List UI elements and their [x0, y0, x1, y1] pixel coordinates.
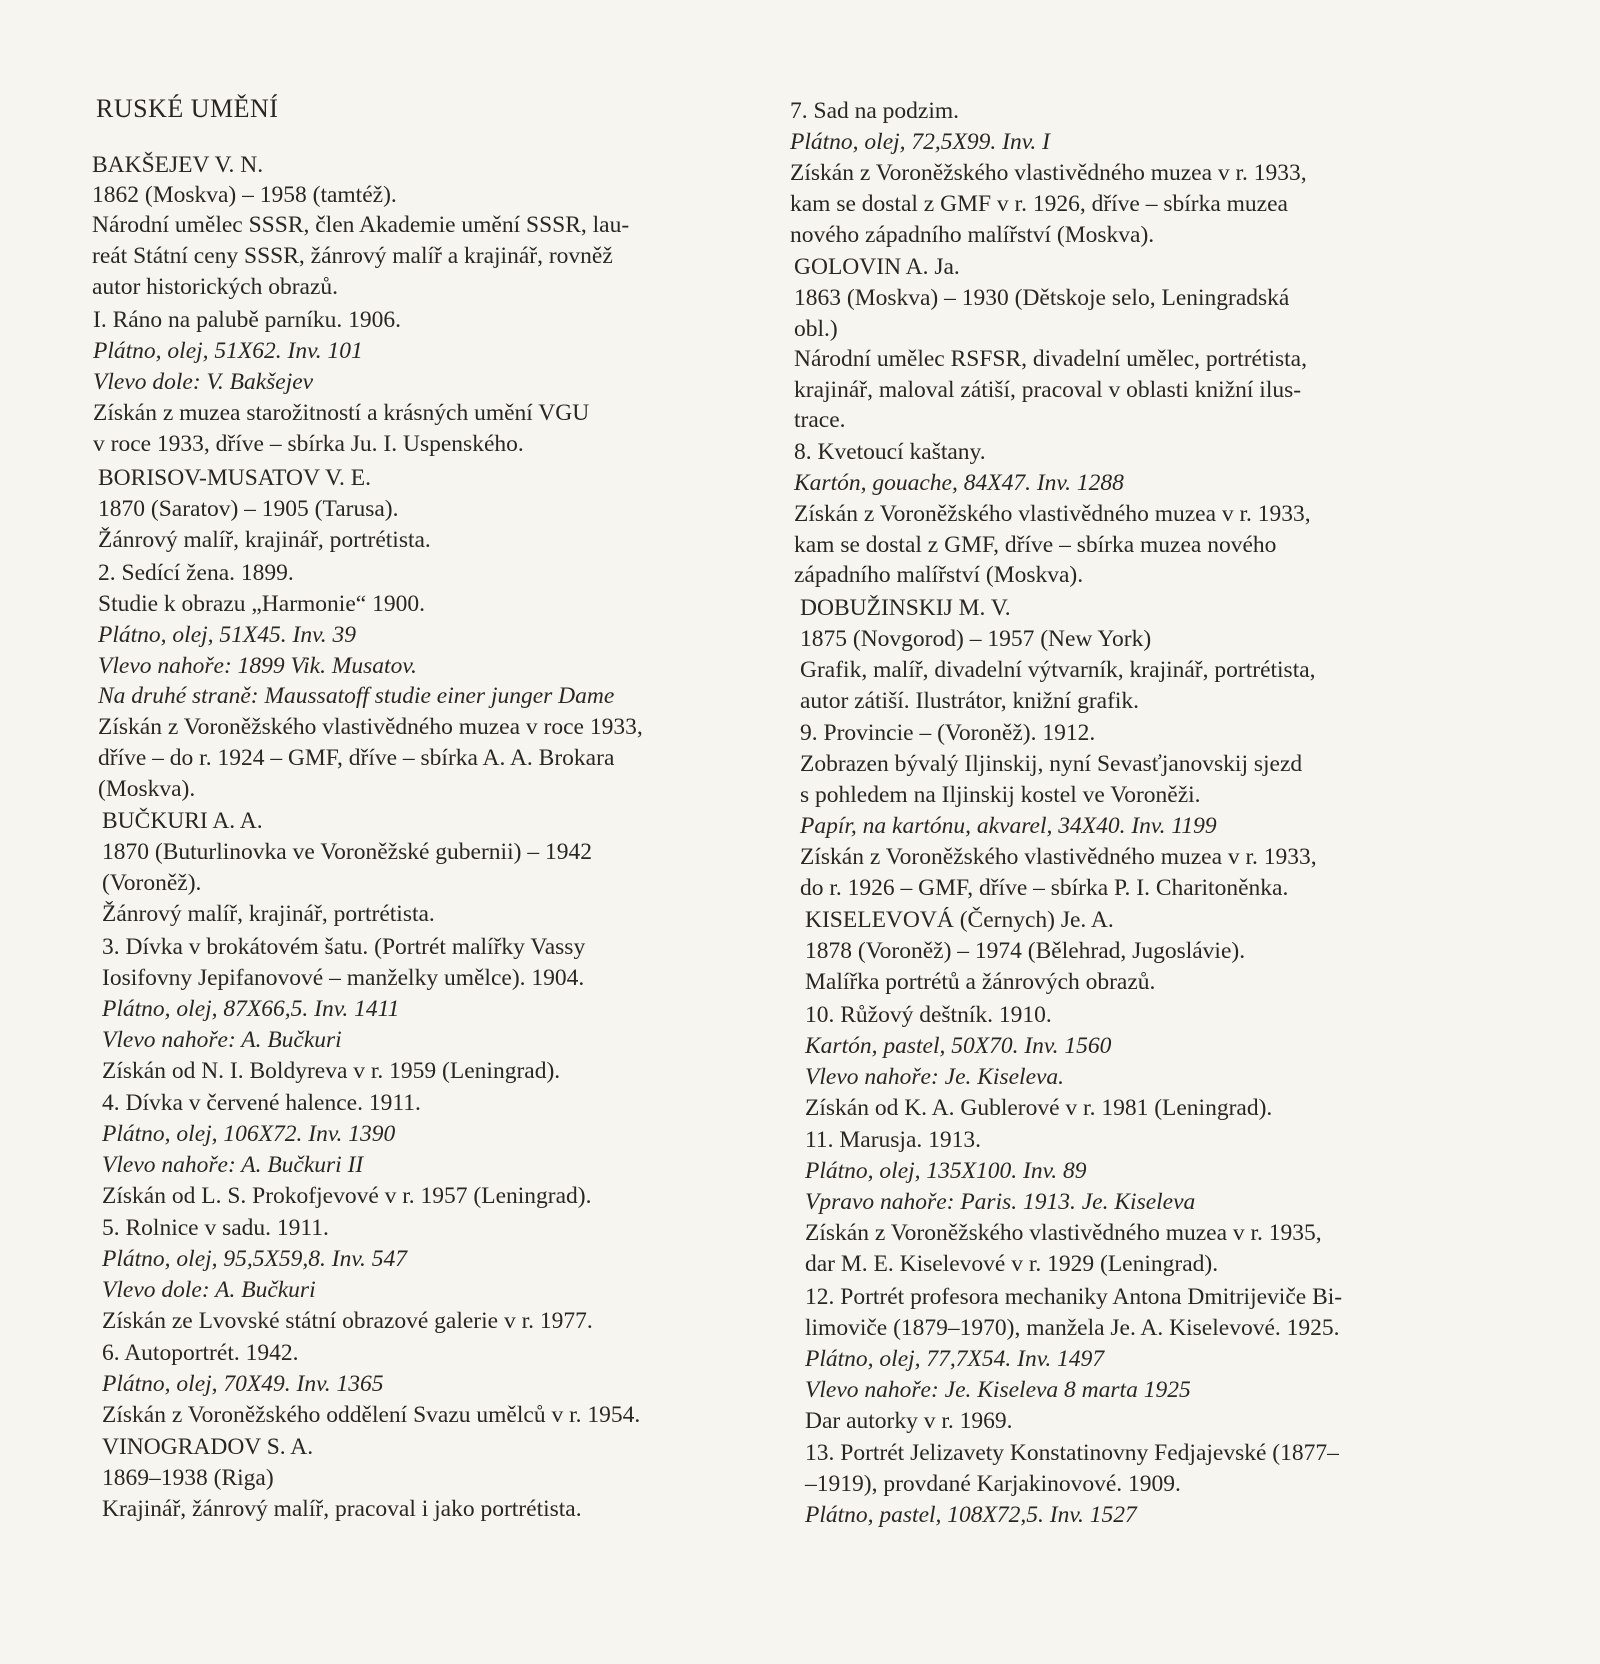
- right-text-line: 11. Marusja. 1913.: [805, 1127, 982, 1153]
- right-text-line: Získán z Voroněžského vlastivědného muzea v r. 1933,: [790, 160, 1307, 186]
- left-text-line: 1870 (Buturlinovka ve Voroněžské gubernii) – 1942: [102, 839, 592, 865]
- left-text-line: Na druhé straně: Maussatoff studie einer junger Dame: [98, 683, 615, 709]
- right-text-line: 8. Kvetoucí kaštany.: [794, 439, 986, 465]
- right-text-line: Malířka portrétů a žánrových obrazů.: [805, 969, 1156, 995]
- left-text-line: (Voroněž).: [102, 870, 202, 896]
- left-text-line: Iosifovny Jepifanovové – manželky umělce). 1904.: [102, 965, 585, 991]
- left-text-line: Vlevo nahoře: A. Bučkuri II: [102, 1152, 364, 1178]
- left-text-line: reát Státní ceny SSSR, žánrový malíř a krajinář, rovněž: [92, 243, 613, 269]
- right-text-line: 1878 (Voroněž) – 1974 (Bělehrad, Jugoslávie).: [805, 938, 1246, 964]
- left-text-line: Vlevo nahoře: A. Bučkuri: [102, 1027, 342, 1053]
- right-text-line: 7. Sad na podzim.: [790, 98, 960, 124]
- right-text-line: Národní umělec RSFSR, divadelní umělec, portrétista,: [794, 346, 1307, 372]
- right-text-line: Získán z Voroněžského vlastivědného muzea v r. 1933,: [800, 844, 1317, 870]
- right-text-line: Vlevo nahoře: Je. Kiseleva 8 marta 1925: [805, 1377, 1191, 1403]
- right-text-line: DOBUŽINSKIJ M. V.: [800, 595, 1011, 621]
- right-text-line: Grafik, malíř, divadelní výtvarník, krajinář, portrétista,: [800, 657, 1316, 683]
- right-text-line: 13. Portrét Jelizavety Konstatinovny Fedjajevské (1877–: [805, 1440, 1339, 1466]
- right-text-line: Získán z Voroněžského vlastivědného muzea v r. 1935,: [805, 1220, 1322, 1246]
- left-text-line: Plátno, olej, 87X66,5. Inv. 1411: [102, 996, 400, 1022]
- right-text-line: Získán z Voroněžského vlastivědného muzea v r. 1933,: [794, 501, 1311, 527]
- left-text-line: Plátno, olej, 70X49. Inv. 1365: [102, 1371, 384, 1397]
- left-text-line: 1870 (Saratov) – 1905 (Tarusa).: [98, 496, 399, 522]
- right-text-line: 9. Provincie – (Voroněž). 1912.: [800, 720, 1096, 746]
- left-text-line: v roce 1933, dříve – sbírka Ju. I. Uspenského.: [93, 431, 524, 457]
- left-text-line: autor historických obrazů.: [92, 274, 339, 300]
- left-text-line: Získán od N. I. Boldyreva v r. 1959 (Leningrad).: [102, 1058, 561, 1084]
- right-text-line: 12. Portrét profesora mechaniky Antona Dmitrijeviče Bi-: [805, 1284, 1343, 1310]
- right-text-line: kam se dostal z GMF, dříve – sbírka muzea nového: [794, 532, 1277, 558]
- right-text-line: Papír, na kartónu, akvarel, 34X40. Inv. 1199: [800, 813, 1217, 839]
- right-text-line: Plátno, olej, 135X100. Inv. 89: [805, 1158, 1087, 1184]
- right-text-line: Získán od K. A. Gublerové v r. 1981 (Leningrad).: [805, 1095, 1273, 1121]
- right-text-line: kam se dostal z GMF v r. 1926, dříve – sbírka muzea: [790, 191, 1288, 217]
- right-text-line: obl.): [794, 316, 838, 342]
- left-text-line: 1862 (Moskva) – 1958 (tamtéž).: [92, 182, 397, 208]
- left-text-line: BORISOV-MUSATOV V. E.: [98, 465, 371, 491]
- left-text-line: Získán z muzea starožitností a krásných umění VGU: [93, 400, 590, 426]
- left-text-line: Plátno, olej, 51X62. Inv. 101: [93, 338, 363, 364]
- right-text-line: Vlevo nahoře: Je. Kiseleva.: [805, 1064, 1065, 1090]
- right-text-line: Vpravo nahoře: Paris. 1913. Je. Kiseleva: [805, 1189, 1196, 1215]
- right-text-line: KISELEVOVÁ (Černych) Je. A.: [805, 907, 1114, 933]
- left-text-line: BUČKURI A. A.: [102, 808, 263, 834]
- right-text-line: 1875 (Novgorod) – 1957 (New York): [800, 626, 1152, 652]
- right-text-line: Zobrazen bývalý Iljinskij, nyní Sevasťjanovskij sjezd: [800, 751, 1303, 777]
- left-text-line: Získán od L. S. Prokofjevové v r. 1957 (Leningrad).: [102, 1183, 592, 1209]
- right-text-line: Dar autorky v r. 1969.: [805, 1408, 1013, 1434]
- left-text-line: Vlevo dole: A. Bučkuri: [102, 1277, 316, 1303]
- right-text-line: nového západního malířství (Moskva).: [790, 222, 1155, 248]
- right-text-line: trace.: [794, 407, 846, 433]
- right-text-line: dar M. E. Kiselevové v r. 1929 (Leningrad).: [805, 1251, 1219, 1277]
- left-text-line: BAKŠEJEV V. N.: [92, 152, 264, 178]
- right-text-line: do r. 1926 – GMF, dříve – sbírka P. I. Charitoněnka.: [800, 875, 1289, 901]
- left-text-line: Plátno, olej, 95,5X59,8. Inv. 547: [102, 1246, 408, 1272]
- left-text-line: Krajinář, žánrový malíř, pracoval i jako portrétista.: [102, 1496, 582, 1522]
- left-text-line: 5. Rolnice v sadu. 1911.: [102, 1215, 329, 1241]
- right-text-line: 1863 (Moskva) – 1930 (Dětskoje selo, Leningradská: [794, 285, 1290, 311]
- left-text-line: 6. Autoportrét. 1942.: [102, 1340, 299, 1366]
- left-text-line: VINOGRADOV S. A.: [102, 1434, 314, 1460]
- left-text-line: Žánrový malíř, krajinář, portrétista.: [98, 527, 431, 553]
- left-text-line: (Moskva).: [98, 776, 196, 802]
- left-text-line: Plátno, olej, 106X72. Inv. 1390: [102, 1121, 396, 1147]
- right-text-line: autor zátiší. Ilustrátor, knižní grafik.: [800, 688, 1140, 714]
- section-title: RUSKÉ UMĚNÍ: [96, 94, 279, 123]
- right-text-line: Plátno, olej, 72,5X99. Inv. I: [790, 129, 1050, 155]
- right-text-line: západního malířství (Moskva).: [794, 562, 1084, 588]
- left-text-line: Národní umělec SSSR, člen Akademie umění SSSR, lau-: [92, 212, 630, 238]
- right-text-line: limoviče (1879–1970), manžela Je. A. Kiselevové. 1925.: [805, 1315, 1340, 1341]
- right-text-line: s pohledem na Iljinskij kostel ve Voroněži.: [800, 782, 1201, 808]
- right-text-line: krajinář, maloval zátiší, pracoval v oblasti knižní ilus-: [794, 377, 1302, 403]
- left-text-line: 1869–1938 (Riga): [102, 1465, 274, 1491]
- left-text-line: 4. Dívka v červené halence. 1911.: [102, 1090, 421, 1116]
- right-text-line: Plátno, pastel, 108X72,5. Inv. 1527: [805, 1502, 1137, 1528]
- left-text-line: Vlevo nahoře: 1899 Vik. Musatov.: [98, 653, 417, 679]
- left-text-line: Získán ze Lvovské státní obrazové galerie v r. 1977.: [102, 1308, 593, 1334]
- right-text-line: –1919), provdané Karjakinovové. 1909.: [805, 1471, 1181, 1497]
- right-text-line: GOLOVIN A. Ja.: [794, 254, 960, 280]
- left-text-line: Žánrový malíř, krajinář, portrétista.: [102, 901, 435, 927]
- left-text-line: dříve – do r. 1924 – GMF, dříve – sbírka A. A. Brokara: [98, 745, 615, 771]
- left-text-line: 3. Dívka v brokátovém šatu. (Portrét malířky Vassy: [102, 934, 586, 960]
- right-text-line: Plátno, olej, 77,7X54. Inv. 1497: [805, 1346, 1105, 1372]
- left-text-line: 2. Sedící žena. 1899.: [98, 560, 294, 586]
- left-text-line: Vlevo dole: V. Bakšejev: [93, 369, 314, 395]
- right-text-line: Kartón, gouache, 84X47. Inv. 1288: [794, 470, 1124, 496]
- left-text-line: Získán z Voroněžského vlastivědného muzea v roce 1933,: [98, 714, 643, 740]
- right-text-line: 10. Růžový deštník. 1910.: [805, 1002, 1052, 1028]
- right-text-line: Kartón, pastel, 50X70. Inv. 1560: [805, 1033, 1112, 1059]
- left-text-line: I. Ráno na palubě parníku. 1906.: [93, 307, 402, 333]
- left-text-line: Plátno, olej, 51X45. Inv. 39: [98, 622, 357, 648]
- left-text-line: Studie k obrazu „Harmonie“ 1900.: [98, 591, 425, 617]
- left-text-line: Získán z Voroněžského oddělení Svazu umělců v r. 1954.: [102, 1402, 641, 1428]
